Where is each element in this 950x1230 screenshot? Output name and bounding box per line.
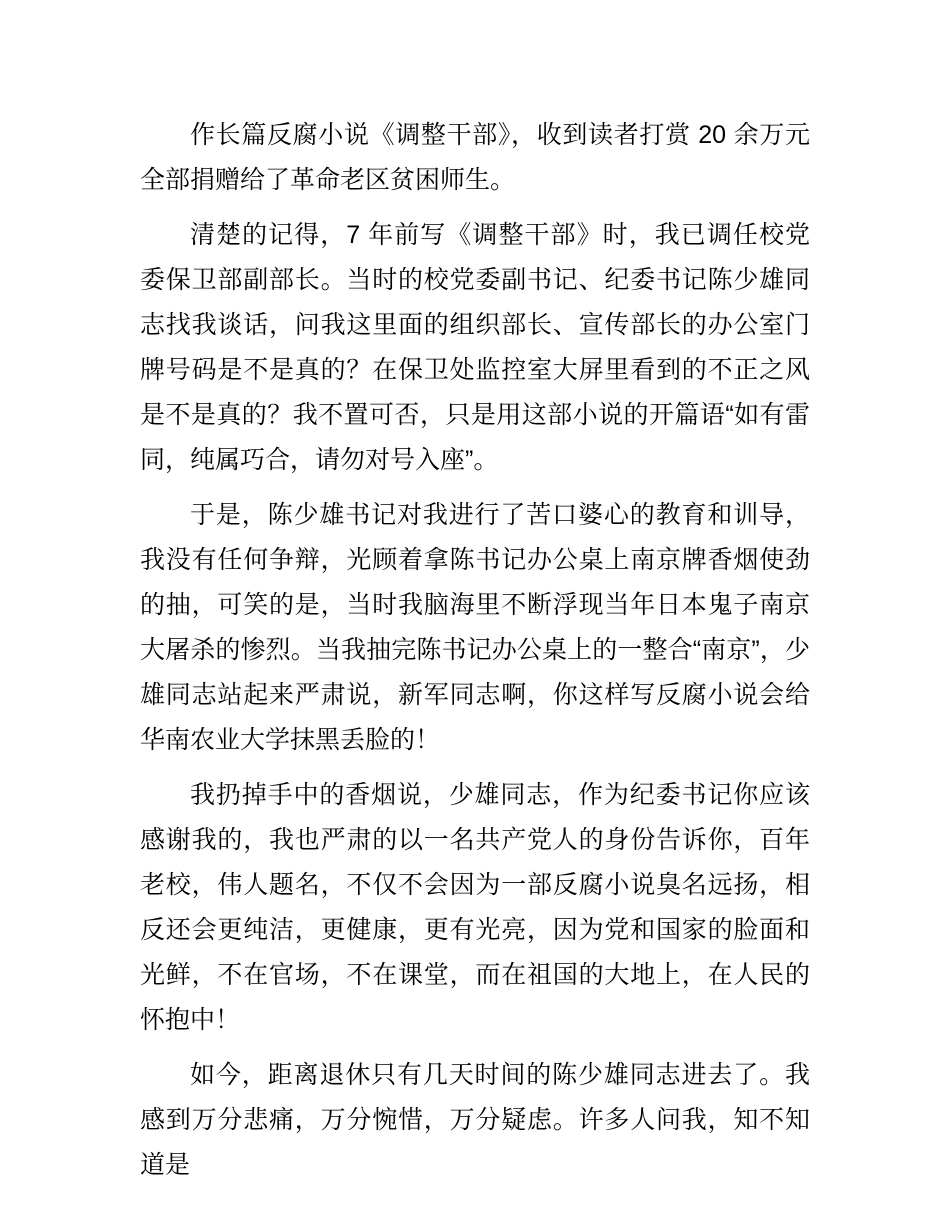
paragraph-ending: 如今，距离退休只有几天时间的陈少雄同志进去了。我感到万分悲痛，万分惋惜，万分疑虑。许多人问我，知不知道是 [140, 1061, 810, 1179]
paragraph-recollection: 清楚的记得，7 年前写《调整干部》时，我已调任校党委保卫部副部长。当时的校党委副书记、纪委书记陈少雄同志找我谈话，问我这里面的组织部长、宣传部长的办公室门牌号码是不是真的？在保卫处监控室大屏里看到的不正之风是不是真的？我不置可否，只是用这部小说的开篇语“如有雷同，纯属巧合，请勿对号入座”。 [140, 221, 810, 474]
paragraph-donation: 作长篇反腐小说《调整干部》，收到读者打赏 20 余万元全部捐赠给了革命老区贫困师生。 [140, 121, 810, 194]
paragraph-reply: 我扔掉手中的香烟说，少雄同志，作为纪委书记你应该感谢我的，我也严肃的以一名共产党人的身份告诉你，百年老校，伟人题名，不仅不会因为一部反腐小说臭名远扬，相反还会更纯洁，更健康，更有光亮，因为党和国家的脸面和光鲜，不在官场，不在课堂，而在祖国的大地上，在人民的怀抱中！ [140, 781, 810, 1034]
paragraph-education: 于是，陈少雄书记对我进行了苦口婆心的教育和训导，我没有任何争辩，光顾着拿陈书记办公桌上南京牌香烟使劲的抽，可笑的是，当时我脑海里不断浮现当年日本鬼子南京大屠杀的惨烈。当我抽完陈书记办公桌上的一整合“南京”，少雄同志站起来严肃说，新军同志啊，你这样写反腐小说会给华南农业大学抹黑丢脸的！ [140, 501, 810, 754]
